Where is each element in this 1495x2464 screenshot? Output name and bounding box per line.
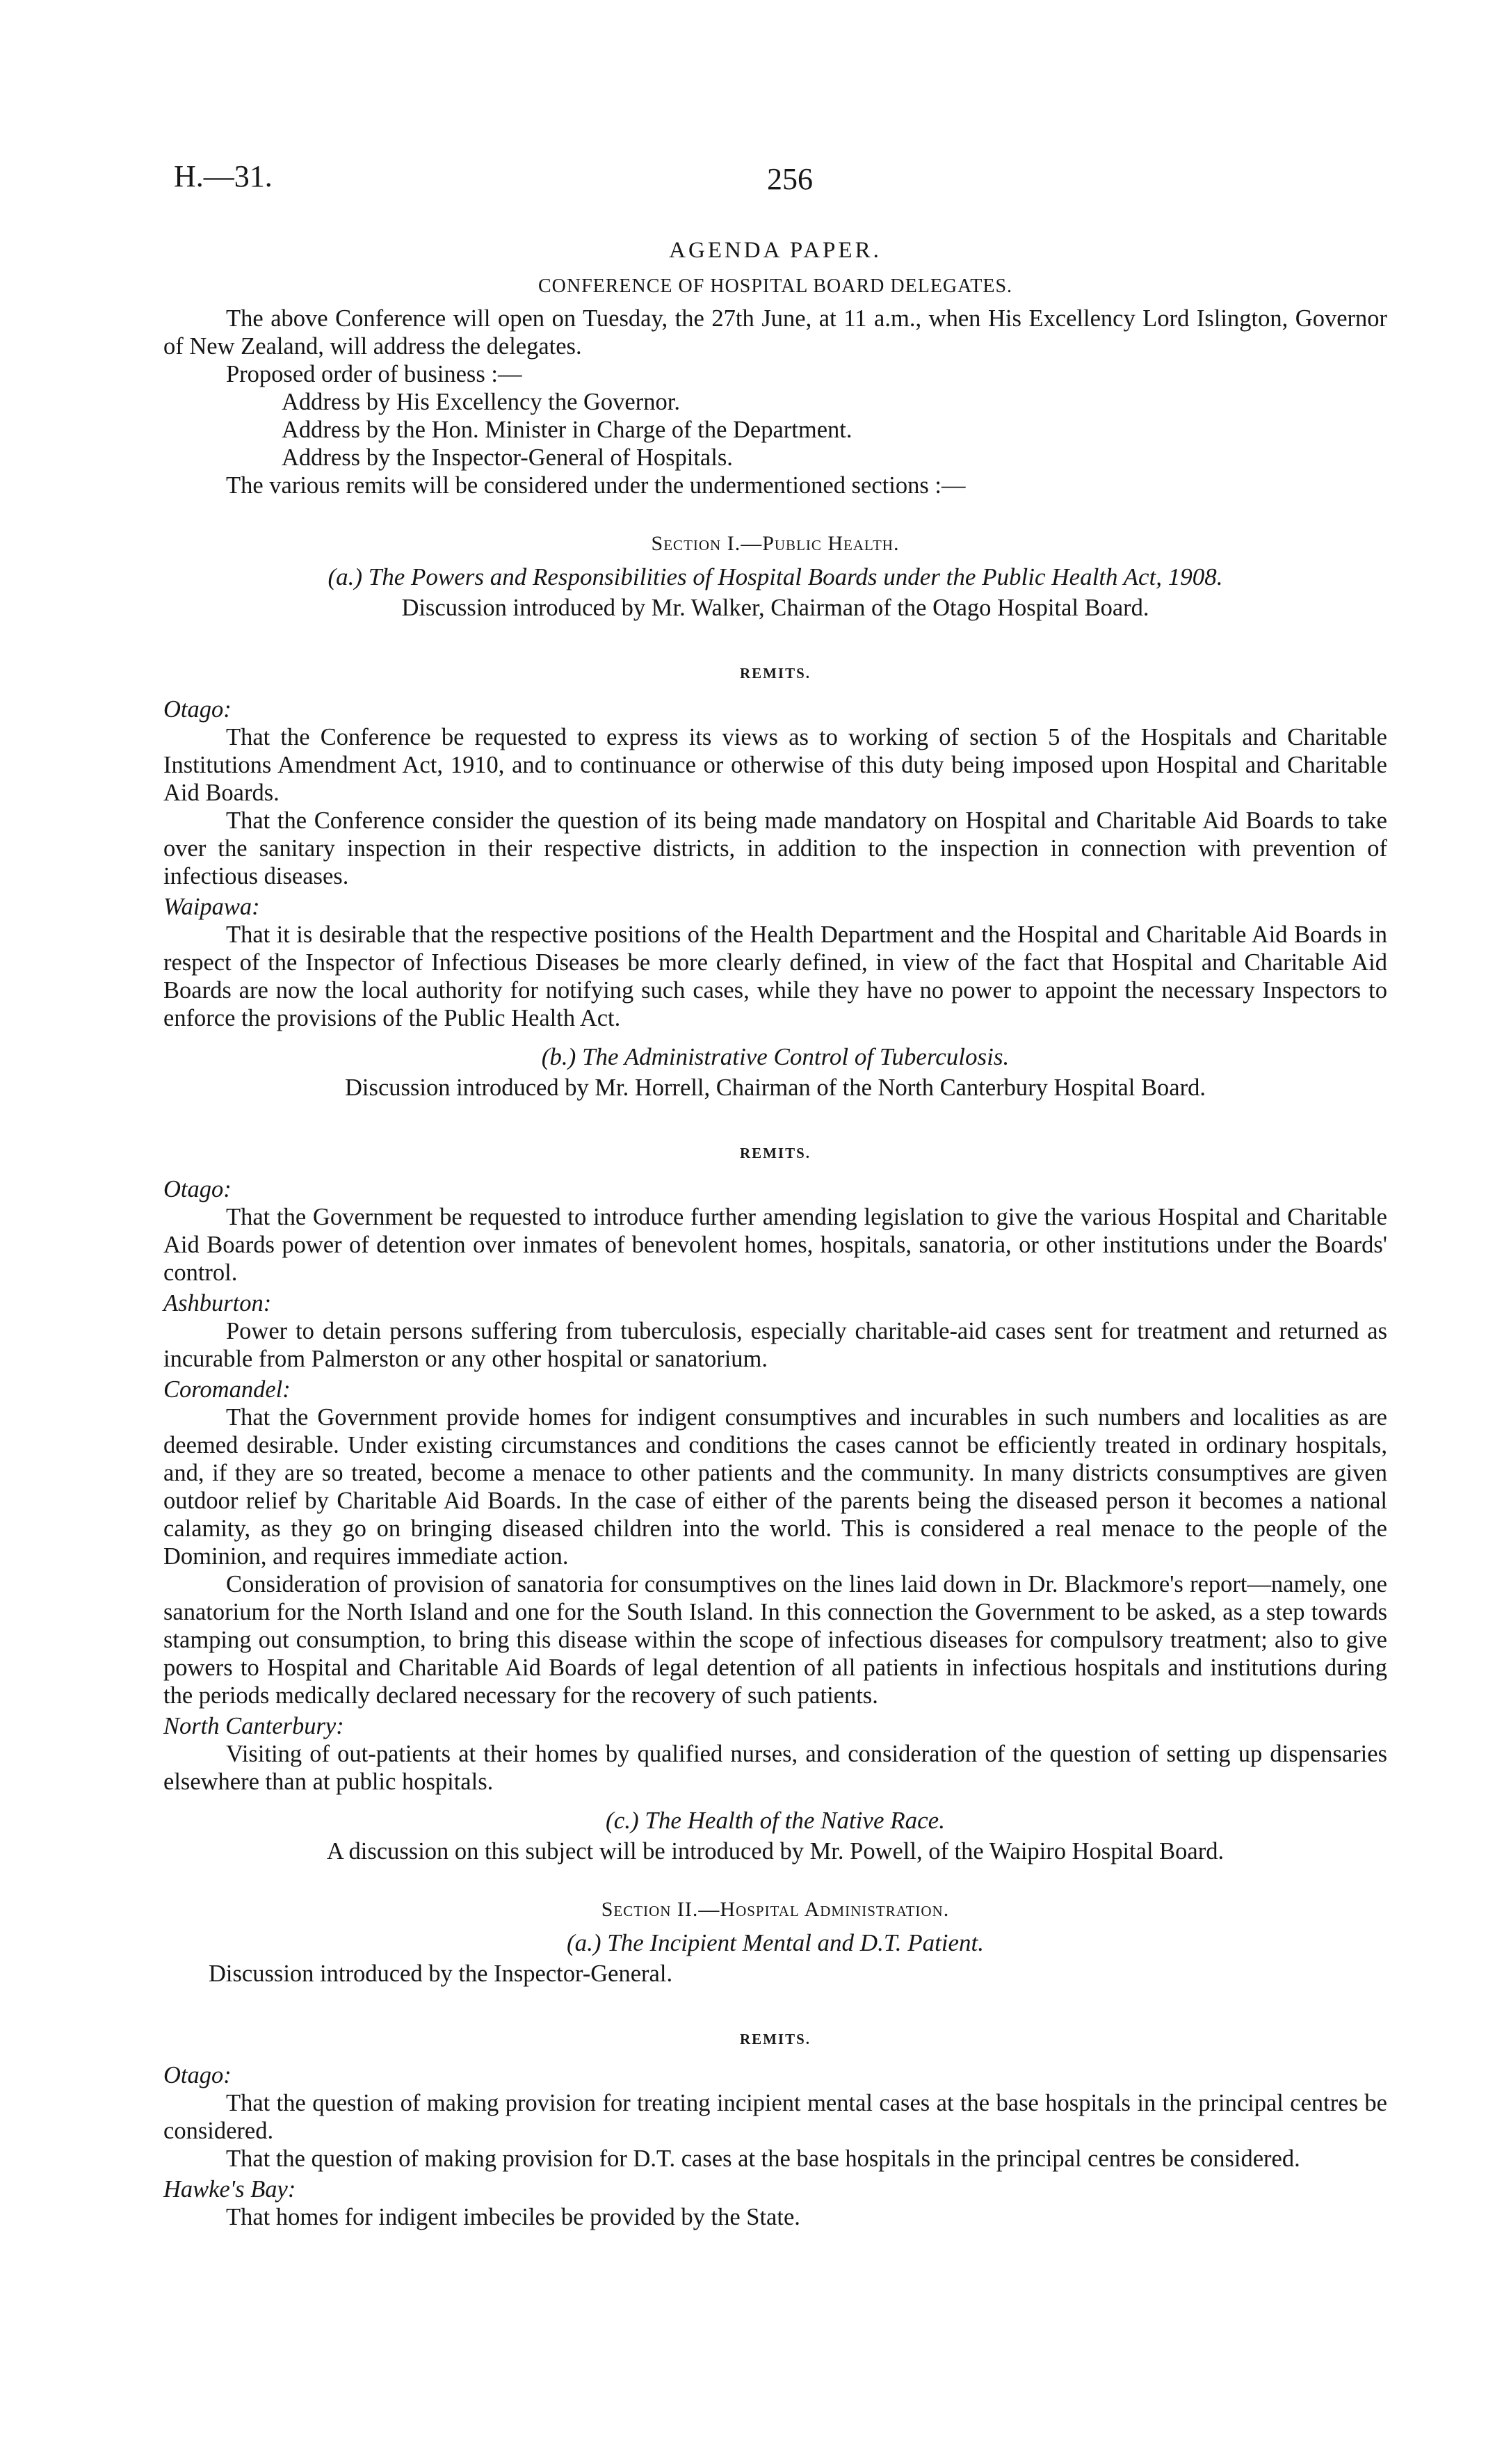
subsection-title: (a.) The Powers and Responsibilities of Hospital Boards under the Public Health Act, 1908. [328, 563, 1223, 590]
subsection-title: (c.) The Health of the Native Race. [606, 1807, 945, 1834]
order-item: Address by His Excellency the Governor. [282, 389, 680, 415]
remit-paragraph: That the question of making provision for D.T. cases at the base hospitals in the principal centres be considered. [226, 2145, 1300, 2172]
agenda-title: AGENDA PAPER. [669, 238, 882, 263]
discussion-note: A discussion on this subject will be introduced by Mr. Powell, of the Waipiro Hospital Board. [326, 1838, 1225, 1865]
remits-heading: REMITS. [739, 2031, 811, 2047]
remits-heading: REMITS. [739, 1145, 811, 1161]
subsection-title: (a.) The Incipient Mental and D.T. Patient. [566, 1929, 985, 1956]
board-name: Waipawa: [163, 894, 260, 920]
intro-paragraph: The above Conference will open on Tuesday, the 27th June, at 11 a.m., when His Excellency Lord Islington, Governor of New Zealand, will address the delegates. [163, 305, 1387, 360]
page-number: 256 [767, 162, 813, 196]
document-body [163, 236, 1387, 2231]
remit-paragraph: Power to detain persons suffering from tuberculosis, especially charitable-aid cases sent for treatment and returned as incurable from Palmerston or any other hospital or sanatorium. [163, 1318, 1387, 1372]
order-label: Proposed order of business :— [226, 361, 522, 387]
subsection-title: (b.) The Administrative Control of Tuberculosis. [541, 1043, 1010, 1070]
remit-paragraph: That the question of making provision for treating incipient mental cases at the base hospitals in the principal centres be considered. [163, 2090, 1387, 2144]
remits-note: The various remits will be considered under the undermentioned sections :— [226, 472, 966, 499]
board-name: Hawke's Bay: [163, 2176, 296, 2203]
board-name: Otago: [163, 1176, 232, 1202]
remit-paragraph: That it is desirable that the respective positions of the Health Department and the Hospital and Charitable Aid Boards in respect of the Inspector of Infectious Diseases be more clearly defined, in view of the fact that Hospital and Charitable Aid Boards are now the local authority for notifying such cases, while they have no power to appoint the necessary Inspectors to enforce the provisions of the Public Health Act. [163, 921, 1387, 1031]
discussion-note: Discussion introduced by Mr. Horrell, Chairman of the North Canterbury Hospital Board. [345, 1074, 1206, 1101]
remit-paragraph: That the Government be requested to introduce further amending legislation to give the various Hospital and Charitable Aid Boards power of detention over inmates of benevolent homes, hospitals, sanatoria, or other institutions under the Boards' control. [163, 1204, 1387, 1286]
remit-paragraph: Consideration of provision of sanatoria for consumptives on the lines laid down in Dr. Blackmore's report—namely, one sanatorium for the North Island and one for the South Island. In this connection the Government to be asked, as a step towards stamping out consumption, to bring this disease within the scope of infectious diseases for compulsory treatment; also to give powers to Hospital and Charitable Aid Boards of legal detention of all patients in infectious hospitals and institutions during the periods medically declared necessary for the recovery of such patients. [163, 1571, 1387, 1709]
remit-paragraph: That the Conference consider the question of its being made mandatory on Hospital and Charitable Aid Boards to take over the sanitary inspection in their respective districts, in addition to the inspection in connection with prevention of infectious diseases. [163, 807, 1387, 889]
remit-paragraph: That homes for indigent imbeciles be provided by the State. [226, 2204, 800, 2230]
order-item: Address by the Hon. Minister in Charge of the Department. [282, 417, 852, 443]
document-reference: H.—31. [174, 159, 273, 193]
remits-heading: REMITS. [739, 665, 811, 682]
board-name: Coromandel: [163, 1376, 291, 1403]
order-item: Address by the Inspector-General of Hospitals. [282, 444, 733, 471]
remit-paragraph: Visiting of out-patients at their homes by qualified nurses, and consideration of the question of setting up dispensaries elsewhere than at public hospitals. [163, 1741, 1387, 1795]
remit-paragraph: That the Government provide homes for indigent consumptives and incurables in such numbers and localities as are deemed desirable. Under existing circumstances and conditions the cases cannot be efficiently treated in ordinary hospitals, and, if they are so treated, become a menace to other patients and the community. In many districts consumptives are given outdoor relief by Charitable Aid Boards. In the case of either of the parents being the diseased person it becomes a national calamity, as they go on bringing diseased children into the world. This is considered a real menace to the people of the Dominion, and requires immediate action. [163, 1404, 1387, 1570]
board-name: Otago: [163, 2062, 232, 2088]
discussion-note: Discussion introduced by Mr. Walker, Chairman of the Otago Hospital Board. [401, 595, 1149, 621]
board-name: North Canterbury: [163, 1713, 344, 1739]
conference-subtitle: CONFERENCE OF HOSPITAL BOARD DELEGATES. [538, 275, 1013, 297]
remit-paragraph: That the Conference be requested to express its views as to working of section 5 of the Hospitals and Charitable Institutions Amendment Act, 1910, and to continuance or otherwise of this duty being imposed upon Hospital and Charitable Aid Boards. [163, 724, 1387, 806]
board-name: Ashburton: [163, 1290, 272, 1316]
section-heading: Section I.—Public Health. [651, 532, 900, 555]
board-name: Otago: [163, 696, 232, 723]
discussion-note: Discussion introduced by the Inspector-General. [209, 1960, 673, 1987]
section-heading: Section II.—Hospital Administration. [601, 1898, 950, 1921]
